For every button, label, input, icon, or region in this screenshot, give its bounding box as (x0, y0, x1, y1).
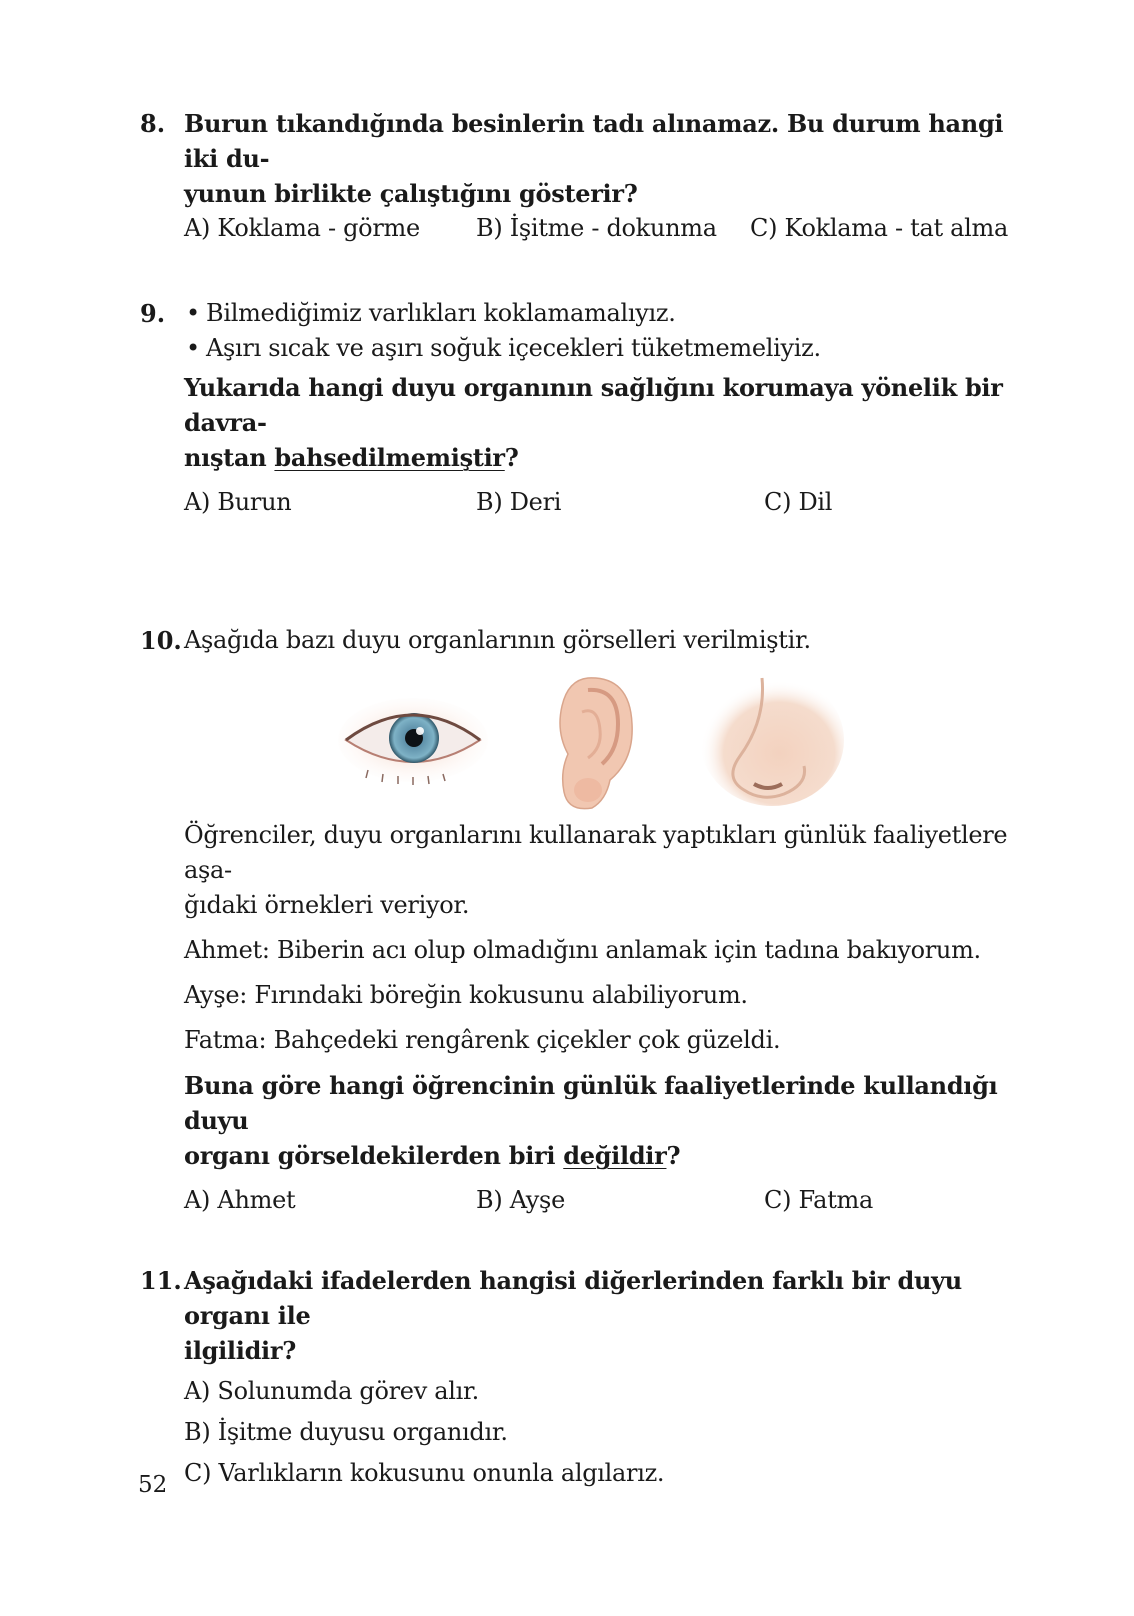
statement-ayse: Ayşe: Fırındaki böreğin kokusunu alabiliyorum. (184, 981, 748, 1009)
emphasis-underline: bahsedilmemiştir (274, 443, 505, 472)
emphasis-underline: değildir (563, 1141, 667, 1170)
statement-ahmet: Ahmet: Biberin acı olup olmadığını anlamak için tadına bakıyorum. (184, 936, 981, 964)
page-number: 52 (138, 1472, 168, 1498)
option-b[interactable]: B) İşitme - dokunma (476, 214, 717, 242)
question-11 (140, 1263, 1010, 1491)
question-stem: Aşağıdaki ifadelerden hangisi diğerlerinden farklı bir duyu organı ile ilgilidir? (184, 1266, 962, 1365)
option-b[interactable]: B) Deri (476, 488, 562, 516)
option-a[interactable]: A) Koklama - görme (184, 214, 420, 242)
statement-fatma: Fatma: Bahçedeki rengârenk çiçekler çok güzeldi. (184, 1026, 781, 1054)
question-stem: Burun tıkandığında besinlerin tadı alınamaz. Bu durum hangi iki du- yunun birlikte çalıştığını gösterir? (184, 109, 1004, 208)
question-8 (140, 106, 1010, 251)
bullet-item: • Aşırı sıcak ve aşırı soğuk içecekleri tüketmemeliyiz. (184, 331, 1010, 366)
question-number: 10. (140, 626, 182, 655)
question-stem: Buna göre hangi öğrencinin günlük faaliyetlerinde kullandığı duyu organı görseldekilerden biri değildir? (184, 1071, 998, 1170)
description-paragraph: Öğrenciler, duyu organlarını kullanarak yaptıkları günlük faaliyetlere aşa- ğıdaki örnekleri veriyor. (184, 821, 1008, 919)
ear-image (548, 672, 638, 812)
eye-image (338, 692, 488, 792)
option-b[interactable]: B) Ayşe (476, 1186, 565, 1214)
bullet-item: • Bilmediğimiz varlıkları koklamamalıyız. (184, 296, 1010, 331)
option-a[interactable]: A) Burun (184, 488, 292, 516)
question-9 (140, 296, 1010, 525)
option-c[interactable]: C) Koklama - tat alma (750, 214, 1009, 242)
question-number: 8. (140, 109, 166, 138)
option-b[interactable]: B) İşitme duyusu organıdır. (184, 1418, 508, 1446)
nose-image (700, 672, 845, 807)
option-c[interactable]: C) Dil (764, 488, 833, 516)
option-c[interactable]: C) Varlıkların kokusunu onunla algılarız. (184, 1459, 665, 1487)
question-stem: Yukarıda hangi duyu organının sağlığını korumaya yönelik bir davra- nıştan bahsedilmemiştir? (184, 373, 1003, 472)
option-a[interactable]: A) Solunumda görev alır. (184, 1377, 479, 1405)
option-a[interactable]: A) Ahmet (184, 1186, 296, 1214)
question-10 (140, 623, 1010, 1223)
question-number: 9. (140, 299, 166, 328)
sense-organ-images (140, 672, 1010, 812)
question-intro: Aşağıda bazı duyu organlarının görselleri verilmiştir. (184, 626, 811, 654)
option-c[interactable]: C) Fatma (764, 1186, 873, 1214)
question-number: 11. (140, 1266, 182, 1295)
